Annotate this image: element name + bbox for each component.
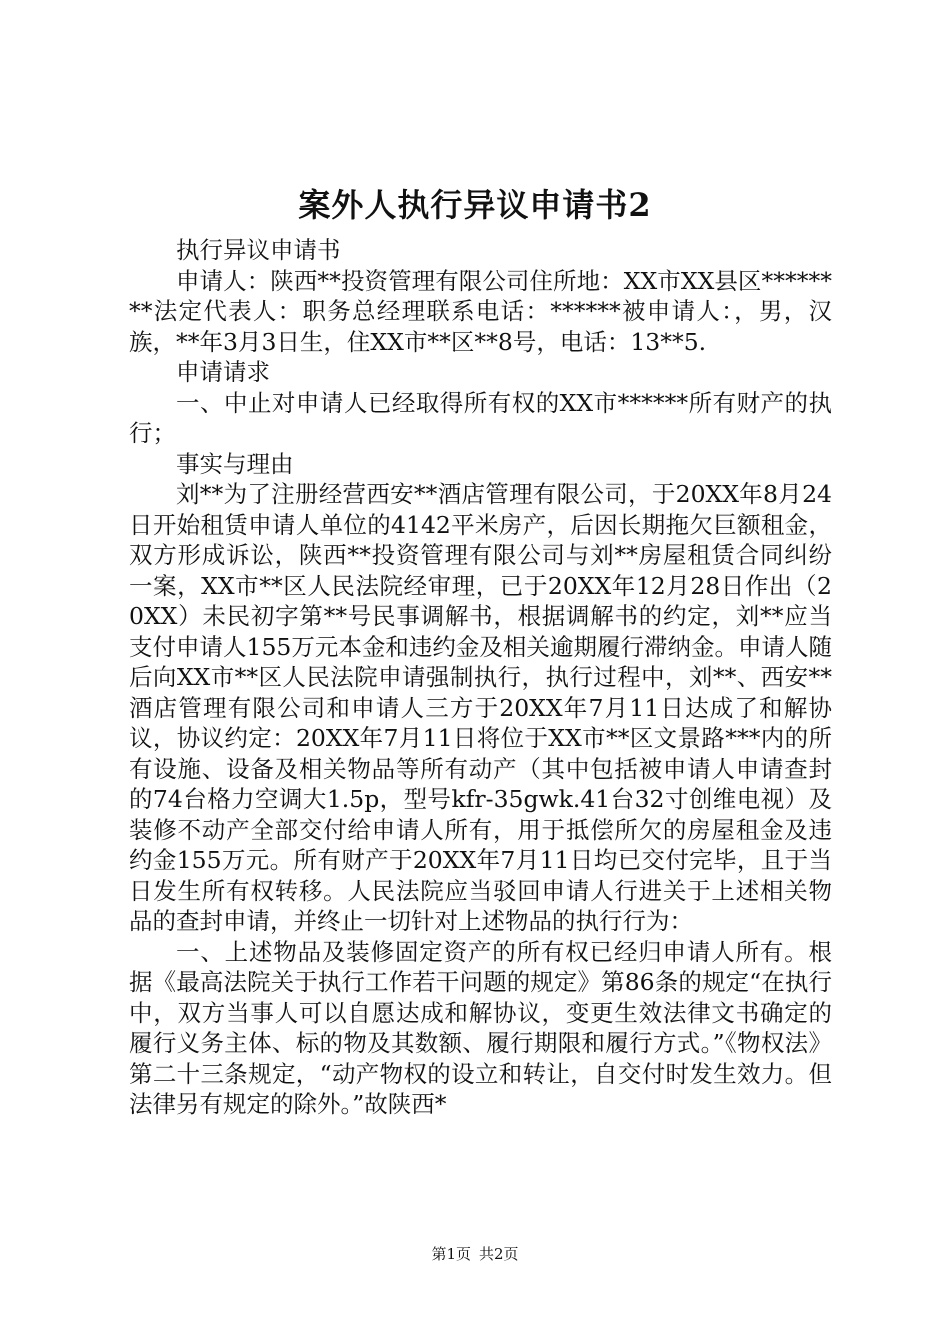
document-title: 案外人执行异议申请书2 — [298, 186, 652, 224]
paragraph-facts: 刘**为了注册经营西安**酒店管理有限公司，于20XX年8月24日开始租赁申请人单位的4142平米房产，后因长期拖欠巨额租金，双方形成诉讼，陕西**投资管理有限公司与刘**房屋租赁合同纠纷一案，XX市**区人民法院经审理，已于20XX年12月28日作出（20XX）未民初字第**号民事调解书，根据调解书的约定，刘**应当支付申请人155万元本金和违约金及相关逾期履行滞纳金。申请人随后向XX市**区人民法院申请强制执行，执行过程中，刘**、西安**酒店管理有限公司和申请人三方于20XX年7月11日达成了和解协议，协议约定：20XX年7月11日将位于XX市**区文景路***内的所有设施、设备及相关物品等所有动产（其中包括被申请人申请查封的74台格力空调大1.5p，型号kfr-35gwk.41台32寸创维电视）及装修不动产全部交付给申请人所有，用于抵偿所欠的房屋租金及违约金155万元。所有财产于20XX年7月11日均已交付完毕，且于当日发生所有权转移。人民法院应当驳回申请人行进关于上述相关物品的查封申请，并终止一切针对上述物品的执行行为： — [129, 480, 832, 935]
paragraph-reason-one: 一、上述物品及装修固定资产的所有权已经归申请人所有。根据《最高法院关于执行工作若干问题的规定》第86条的规定“在执行中，双方当事人可以自愿达成和解协议，变更生效法律文书确定的履行义务主体、标的物及其数额、履行期限和履行方式。”《物权法》第二十三条规定，“动产物权的设立和转让，自交付时发生效力。但法律另有规定的除外。”故陕西* — [129, 937, 832, 1118]
paragraph-request-heading: 申请请求 — [176, 358, 270, 386]
page-total: 共2页 — [479, 1245, 519, 1263]
page-footer — [0, 1244, 950, 1264]
paragraph-heading: 执行异议申请书 — [176, 236, 341, 264]
page-number: 第1页 — [431, 1245, 471, 1263]
paragraph-request: 一、中止对申请人已经取得所有权的XX市******所有财产的执行； — [129, 388, 832, 447]
paragraph-facts-heading: 事实与理由 — [176, 449, 294, 478]
document-body — [129, 235, 832, 1120]
paragraph-parties: 申请人：陕西**投资管理有限公司住所地：XX市XX县区********法定代表人：职务总经理联系电话：******被申请人：，男，汉族，**年3月3日生，住XX市**区**8号，电话：13**5. — [129, 266, 832, 356]
